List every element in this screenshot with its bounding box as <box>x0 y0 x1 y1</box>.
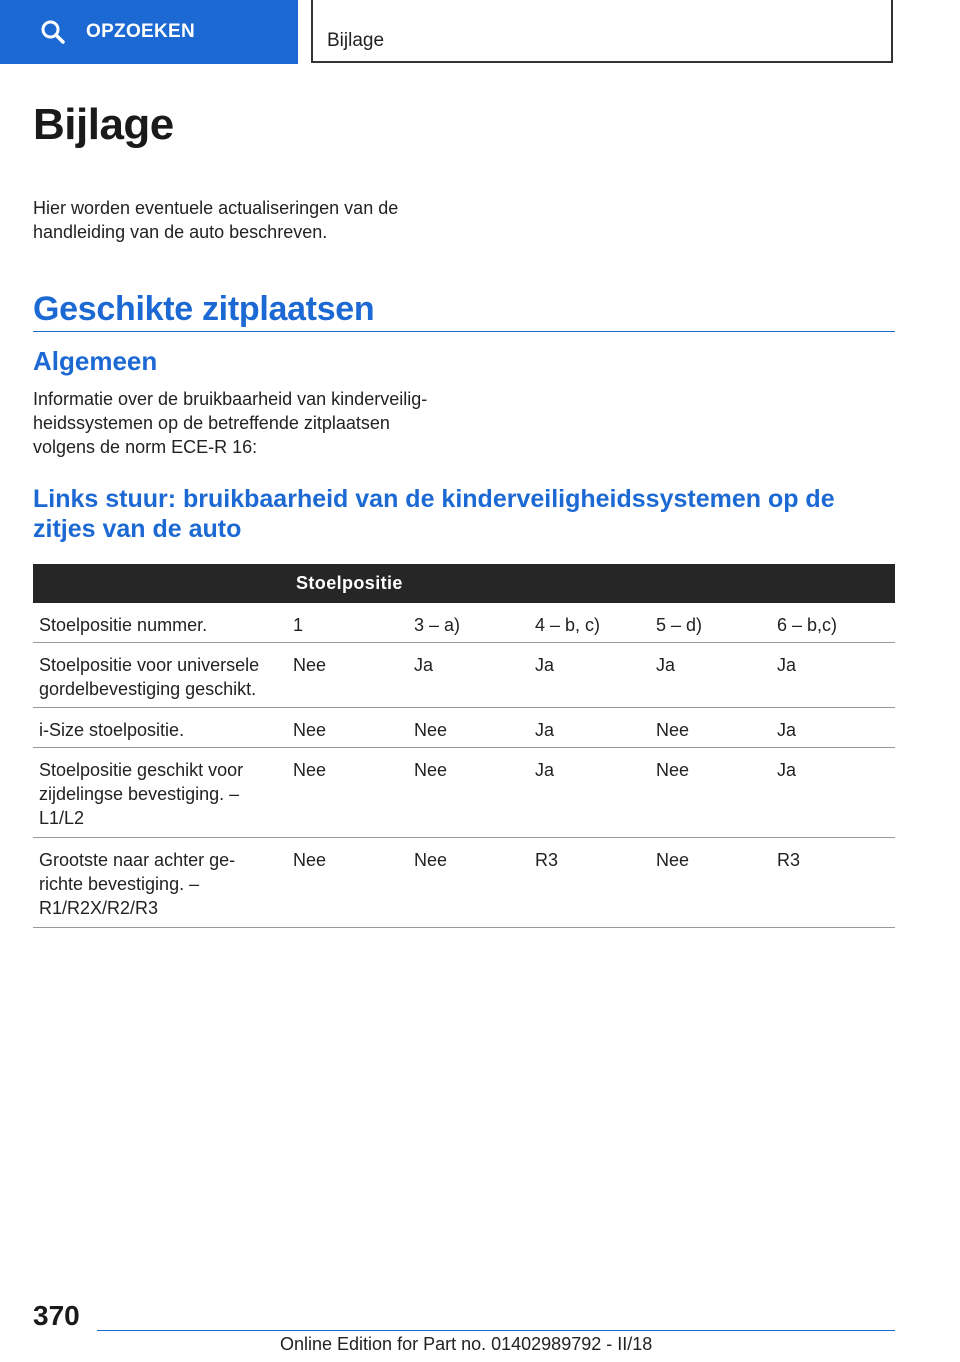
row-label-line: R1/R2X/R2/R3 <box>39 898 159 918</box>
page-title: Bijlage <box>33 100 174 149</box>
table-row <box>33 708 895 748</box>
info-line: Informatie over de bruikbaarheid van kinderveilig- <box>33 389 428 409</box>
table-cell: Ja <box>771 643 895 708</box>
table-cell: 5 – d) <box>650 603 771 643</box>
table-cell: R3 <box>771 838 895 928</box>
table-header-row <box>33 564 895 603</box>
seat-suitability-table <box>33 564 895 928</box>
info-line: volgens de norm ECE-R 16: <box>33 437 258 457</box>
breadcrumb[interactable] <box>311 0 893 63</box>
section-divider <box>33 331 895 332</box>
row-label-line: Grootste naar achter ge- <box>39 850 236 870</box>
table-cell: Nee <box>287 748 408 838</box>
table-cell: 6 – b,c) <box>771 603 895 643</box>
table-cell: Nee <box>408 708 529 748</box>
table-row <box>33 643 895 708</box>
table-cell: Ja <box>771 748 895 838</box>
footer-divider <box>97 1330 895 1331</box>
table-cell: 3 – a) <box>408 603 529 643</box>
search-button-label: OPZOEKEN <box>86 21 196 42</box>
row-label-line: richte bevestiging. – <box>39 874 200 894</box>
row-label-line: Stoelpositie voor universele <box>39 655 260 675</box>
table-cell: Nee <box>650 838 771 928</box>
table-row <box>33 603 895 643</box>
subsection-title: Algemeen <box>33 346 158 376</box>
table-header-seat-position: Stoelpositie <box>287 564 895 603</box>
intro-text <box>33 196 453 244</box>
table-cell: Nee <box>408 748 529 838</box>
table-cell: Ja <box>529 643 650 708</box>
breadcrumb-label: Bijlage <box>327 30 385 51</box>
table-cell: Ja <box>529 708 650 748</box>
row-label <box>33 708 287 748</box>
row-label <box>33 643 287 708</box>
intro-line: handleiding van de auto beschreven. <box>33 222 328 242</box>
table-title-line: Links stuur: bruikbaarheid van de kinderveiligheidssystemen op de <box>33 485 835 513</box>
section-title: Geschikte zitplaatsen <box>33 290 375 328</box>
table-cell: Nee <box>650 708 771 748</box>
table-row <box>33 838 895 928</box>
page-number: 370 <box>33 1300 80 1331</box>
row-label <box>33 603 287 643</box>
table-row <box>33 748 895 838</box>
table-cell: 4 – b, c) <box>529 603 650 643</box>
table-cell: Ja <box>408 643 529 708</box>
intro-line: Hier worden eventuele actualiseringen van de <box>33 198 399 218</box>
row-label-line: L1/L2 <box>39 808 85 828</box>
table-cell: Nee <box>287 643 408 708</box>
row-label-line: Stoelpositie geschikt voor <box>39 760 244 780</box>
footer-edition: Online Edition for Part no. 01402989792 - II/18 <box>280 1334 653 1354</box>
search-button[interactable] <box>0 0 298 64</box>
general-info-text <box>33 387 473 459</box>
row-label <box>33 838 287 928</box>
row-label-line: zijdelingse bevestiging. – <box>39 784 240 804</box>
table-cell: Nee <box>408 838 529 928</box>
table-cell: Ja <box>529 748 650 838</box>
table-title-line: zitjes van de auto <box>33 515 242 543</box>
table-cell: Ja <box>650 643 771 708</box>
table-title <box>33 484 903 544</box>
table-header-empty <box>33 564 287 603</box>
row-label <box>33 748 287 838</box>
table-cell: R3 <box>529 838 650 928</box>
table-cell: Nee <box>287 838 408 928</box>
row-label-line: i-Size stoelpositie. <box>39 720 185 740</box>
table-cell: Nee <box>650 748 771 838</box>
row-label-line: gordelbevestiging geschikt. <box>39 679 257 699</box>
table-cell: 1 <box>287 603 408 643</box>
table-cell: Ja <box>771 708 895 748</box>
info-line: heidssystemen op de betreffende zitplaatsen <box>33 413 390 433</box>
table-cell: Nee <box>287 708 408 748</box>
search-icon <box>40 19 66 45</box>
row-label-line: Stoelpositie nummer. <box>39 615 208 635</box>
